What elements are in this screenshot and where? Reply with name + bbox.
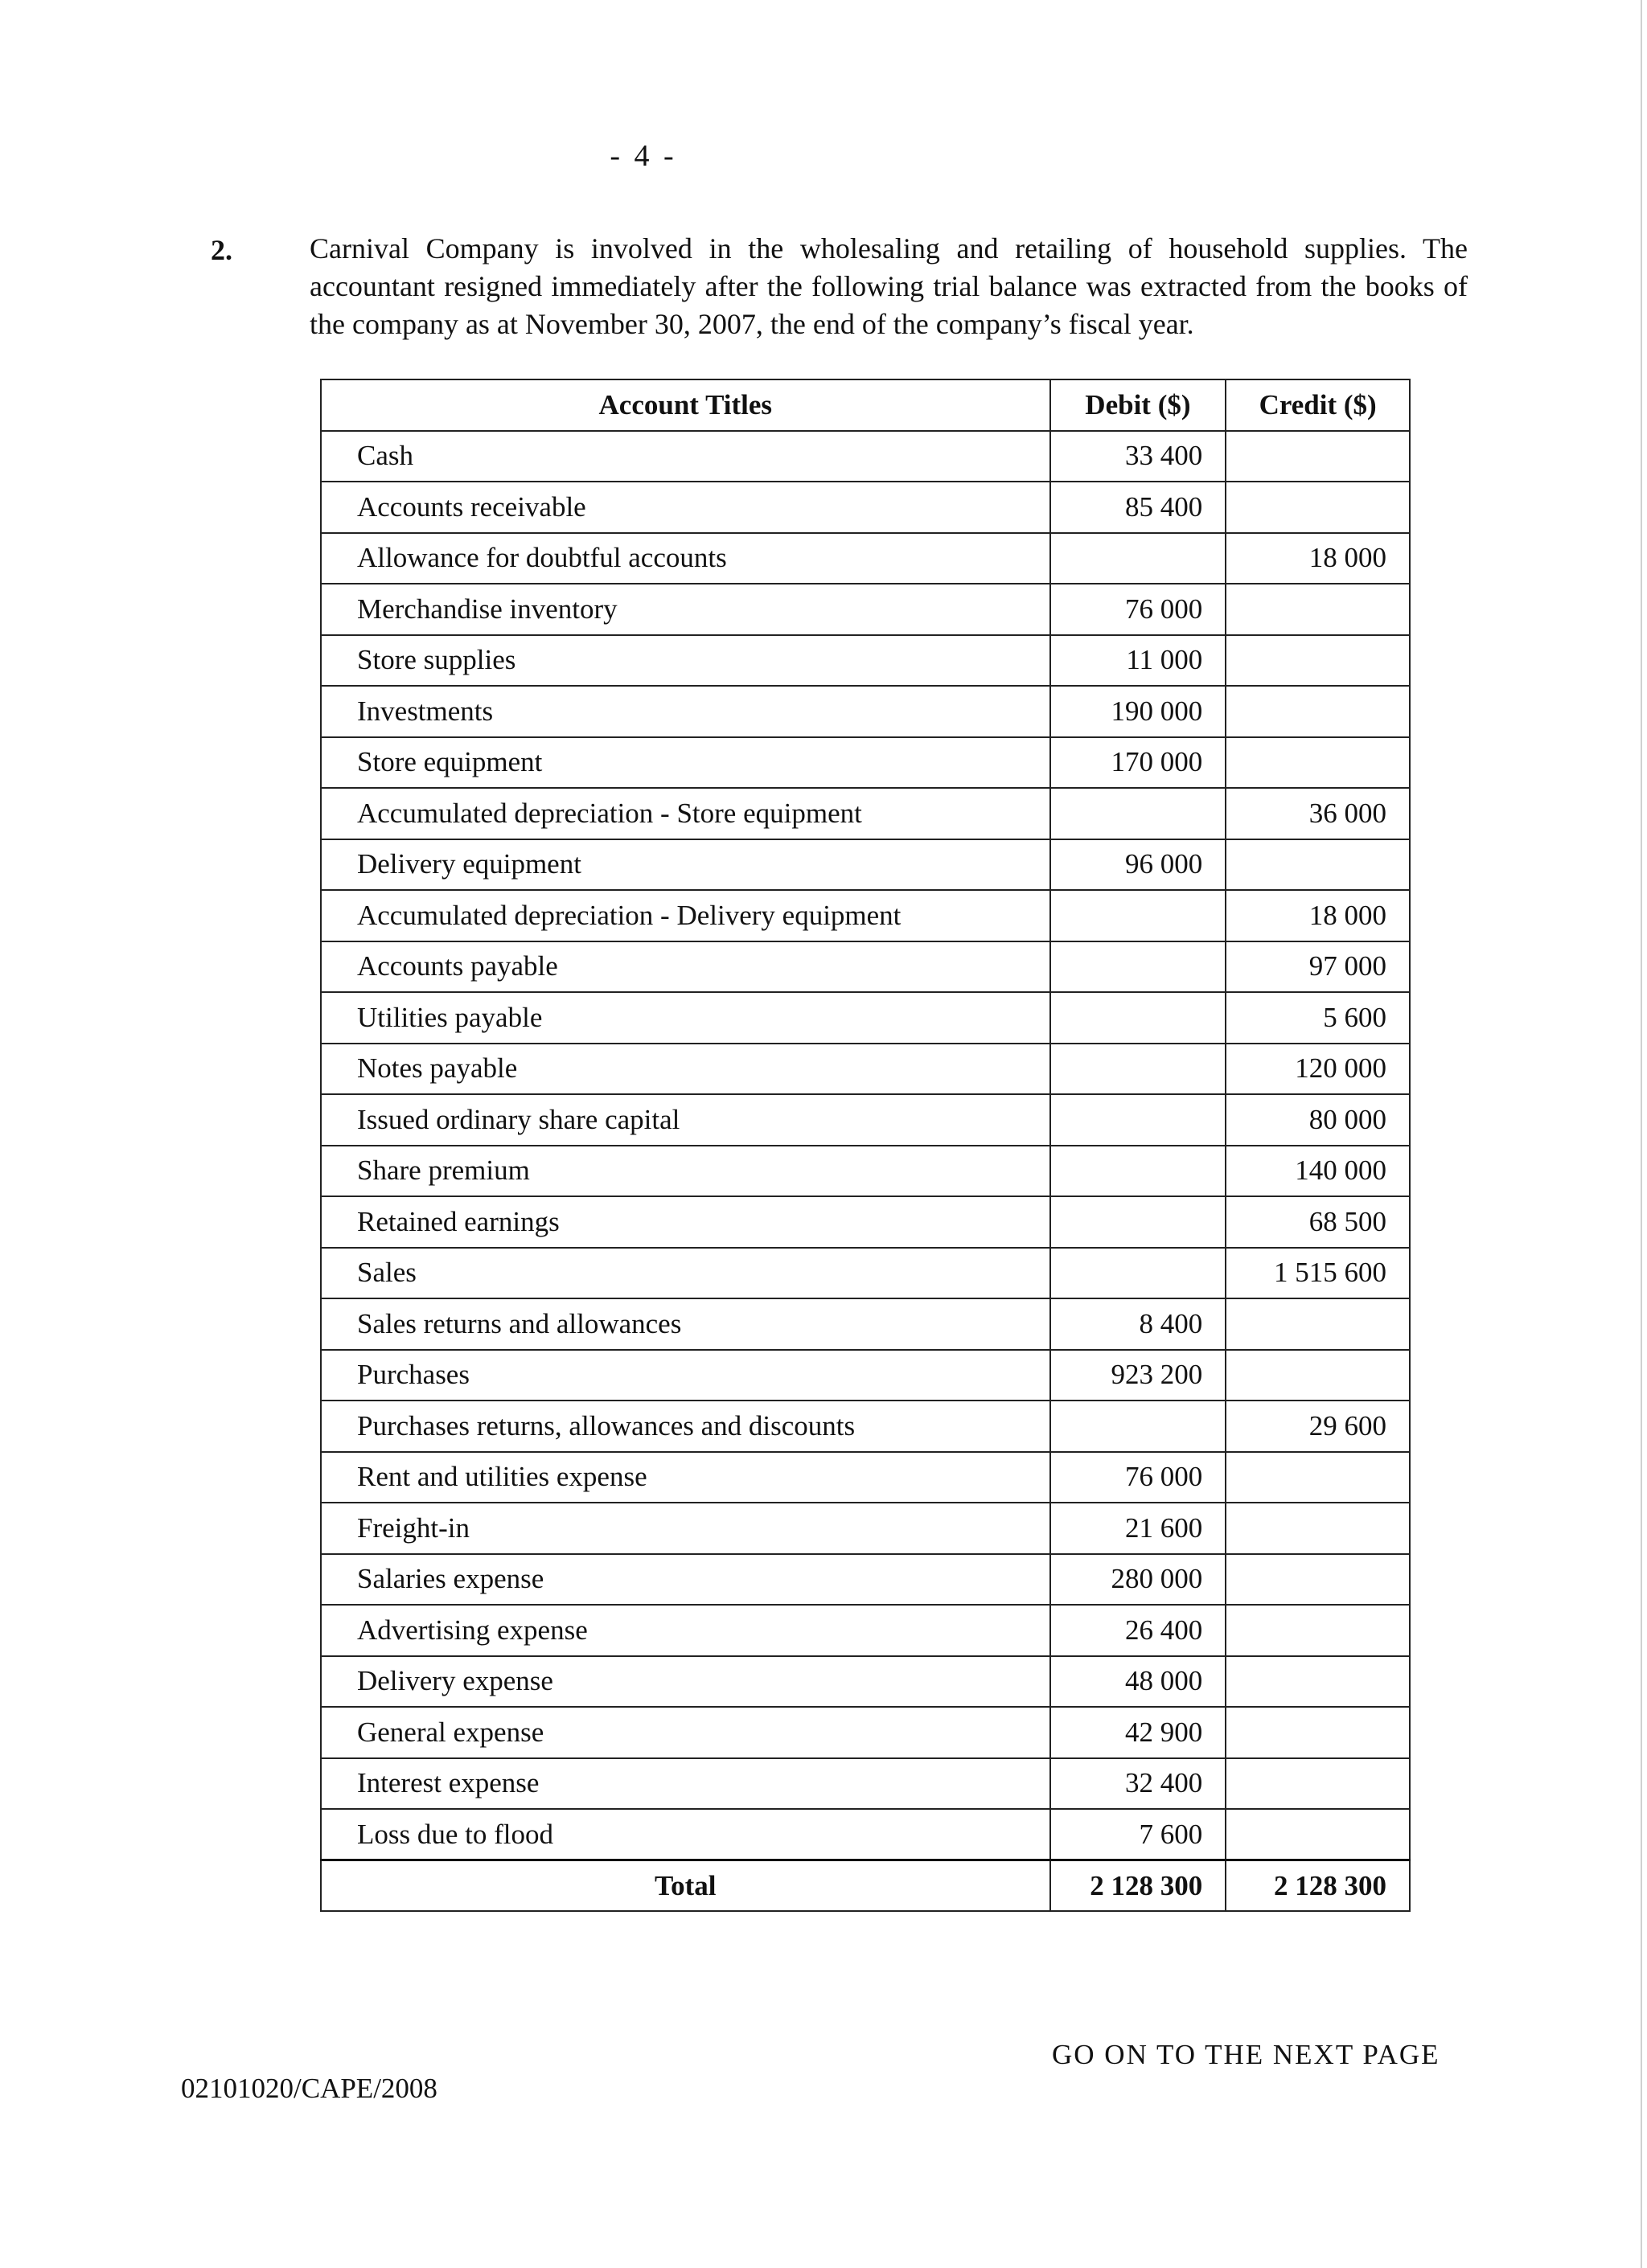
account-title-cell: Allowance for doubtful accounts: [321, 533, 1050, 584]
credit-cell: [1226, 1350, 1410, 1401]
debit-cell: 170 000: [1050, 737, 1226, 789]
header-account-titles: Account Titles: [321, 379, 1050, 431]
table-row: [321, 1298, 1410, 1350]
debit-cell: [1050, 1248, 1226, 1299]
table-row: [321, 1146, 1410, 1197]
debit-cell: [1050, 788, 1226, 839]
credit-cell: 68 500: [1226, 1196, 1410, 1248]
credit-cell: 29 600: [1226, 1401, 1410, 1452]
table-row: [321, 1401, 1410, 1452]
table-row: [321, 992, 1410, 1044]
table-row: [321, 1350, 1410, 1401]
debit-cell: 21 600: [1050, 1503, 1226, 1554]
table-row: [321, 1656, 1410, 1708]
account-title-cell: Accumulated depreciation - Delivery equipment: [321, 890, 1050, 941]
debit-cell: [1050, 1401, 1226, 1452]
debit-cell: [1050, 1146, 1226, 1197]
account-title-cell: Advertising expense: [321, 1605, 1050, 1656]
credit-cell: 18 000: [1226, 533, 1410, 584]
account-title-cell: Share premium: [321, 1146, 1050, 1197]
page-edge-line: [1641, 0, 1642, 2268]
credit-cell: [1226, 635, 1410, 687]
credit-cell: [1226, 1707, 1410, 1758]
debit-cell: 923 200: [1050, 1350, 1226, 1401]
table-row: [321, 1044, 1410, 1095]
table-row: [321, 1452, 1410, 1503]
account-title-cell: Retained earnings: [321, 1196, 1050, 1248]
credit-cell: [1226, 584, 1410, 635]
debit-cell: 7 600: [1050, 1809, 1226, 1860]
account-title-cell: Sales returns and allowances: [321, 1298, 1050, 1350]
account-title-cell: Notes payable: [321, 1044, 1050, 1095]
debit-cell: [1050, 533, 1226, 584]
question-number: 2.: [211, 234, 232, 266]
credit-cell: [1226, 482, 1410, 533]
credit-cell: 1 515 600: [1226, 1248, 1410, 1299]
credit-cell: 97 000: [1226, 941, 1410, 993]
total-credit: 2 128 300: [1226, 1860, 1410, 1912]
credit-cell: [1226, 1605, 1410, 1656]
table-row: [321, 941, 1410, 993]
credit-cell: [1226, 1298, 1410, 1350]
exam-code: 02101020/CAPE/2008: [181, 2073, 437, 2104]
account-title-cell: Sales: [321, 1248, 1050, 1299]
account-title-cell: Purchases: [321, 1350, 1050, 1401]
table-row: [321, 788, 1410, 839]
credit-cell: 140 000: [1226, 1146, 1410, 1197]
page-number: - 4 -: [610, 139, 677, 173]
account-title-cell: Accounts payable: [321, 941, 1050, 993]
account-title-cell: General expense: [321, 1707, 1050, 1758]
account-title-cell: Rent and utilities expense: [321, 1452, 1050, 1503]
debit-cell: 11 000: [1050, 635, 1226, 687]
account-title-cell: Accounts receivable: [321, 482, 1050, 533]
table-row: [321, 1605, 1410, 1656]
credit-cell: [1226, 1758, 1410, 1810]
credit-cell: [1226, 1554, 1410, 1606]
debit-cell: 8 400: [1050, 1298, 1226, 1350]
credit-cell: [1226, 1809, 1410, 1860]
credit-cell: 120 000: [1226, 1044, 1410, 1095]
credit-cell: [1226, 686, 1410, 737]
debit-cell: 76 000: [1050, 1452, 1226, 1503]
debit-cell: 85 400: [1050, 482, 1226, 533]
table-row: [321, 635, 1410, 687]
account-title-cell: Store equipment: [321, 737, 1050, 789]
account-title-cell: Accumulated depreciation - Store equipment: [321, 788, 1050, 839]
account-title-cell: Freight-in: [321, 1503, 1050, 1554]
account-title-cell: Delivery expense: [321, 1656, 1050, 1708]
header-credit: Credit ($): [1226, 379, 1410, 431]
debit-cell: [1050, 1196, 1226, 1248]
debit-cell: 190 000: [1050, 686, 1226, 737]
debit-cell: 280 000: [1050, 1554, 1226, 1606]
credit-cell: [1226, 1503, 1410, 1554]
question-text: Carnival Company is involved in the wholesaling and retailing of household supplies. The accountant resigned immediately after the following trial balance was extracted from the books of the company as at November 30, 2007, the end of the company’s fiscal year.: [310, 232, 1468, 340]
table-row: [321, 1094, 1410, 1146]
debit-cell: [1050, 1044, 1226, 1095]
account-title-cell: Interest expense: [321, 1758, 1050, 1810]
table-row: [321, 1248, 1410, 1299]
account-title-cell: Purchases returns, allowances and discounts: [321, 1401, 1050, 1452]
credit-cell: 80 000: [1226, 1094, 1410, 1146]
credit-cell: 36 000: [1226, 788, 1410, 839]
account-title-cell: Utilities payable: [321, 992, 1050, 1044]
table-row: [321, 890, 1410, 941]
debit-cell: [1050, 890, 1226, 941]
table-row: [321, 737, 1410, 789]
account-title-cell: Delivery equipment: [321, 839, 1050, 891]
header-debit: Debit ($): [1050, 379, 1226, 431]
account-title-cell: Issued ordinary share capital: [321, 1094, 1050, 1146]
total-debit: 2 128 300: [1050, 1860, 1226, 1912]
credit-cell: [1226, 839, 1410, 891]
table-row: [321, 482, 1410, 533]
table-row: [321, 686, 1410, 737]
credit-cell: 18 000: [1226, 890, 1410, 941]
next-page-note: GO ON TO THE NEXT PAGE: [1052, 2039, 1440, 2070]
debit-cell: 32 400: [1050, 1758, 1226, 1810]
debit-cell: [1050, 941, 1226, 993]
debit-cell: [1050, 1094, 1226, 1146]
account-title-cell: Cash: [321, 431, 1050, 482]
table-row: [321, 1707, 1410, 1758]
debit-cell: 48 000: [1050, 1656, 1226, 1708]
debit-cell: [1050, 992, 1226, 1044]
credit-cell: [1226, 1452, 1410, 1503]
table-row: [321, 431, 1410, 482]
credit-cell: [1226, 431, 1410, 482]
table-row: [321, 1554, 1410, 1606]
table-body: [321, 431, 1410, 1860]
table-row: [321, 1196, 1410, 1248]
account-title-cell: Merchandise inventory: [321, 584, 1050, 635]
debit-cell: 76 000: [1050, 584, 1226, 635]
table-row: [321, 1758, 1410, 1810]
table-total-row: [321, 1860, 1410, 1912]
credit-cell: 5 600: [1226, 992, 1410, 1044]
table-header-row: [321, 379, 1410, 431]
debit-cell: 42 900: [1050, 1707, 1226, 1758]
total-label: Total: [321, 1860, 1050, 1912]
credit-cell: [1226, 737, 1410, 789]
table-row: [321, 1809, 1410, 1860]
debit-cell: 33 400: [1050, 431, 1226, 482]
table-row: [321, 1503, 1410, 1554]
table-row: [321, 839, 1410, 891]
debit-cell: 96 000: [1050, 839, 1226, 891]
debit-cell: 26 400: [1050, 1605, 1226, 1656]
account-title-cell: Store supplies: [321, 635, 1050, 687]
table-row: [321, 584, 1410, 635]
table-row: [321, 533, 1410, 584]
trial-balance-table: [320, 379, 1411, 1912]
account-title-cell: Loss due to flood: [321, 1809, 1050, 1860]
account-title-cell: Salaries expense: [321, 1554, 1050, 1606]
credit-cell: [1226, 1656, 1410, 1708]
account-title-cell: Investments: [321, 686, 1050, 737]
